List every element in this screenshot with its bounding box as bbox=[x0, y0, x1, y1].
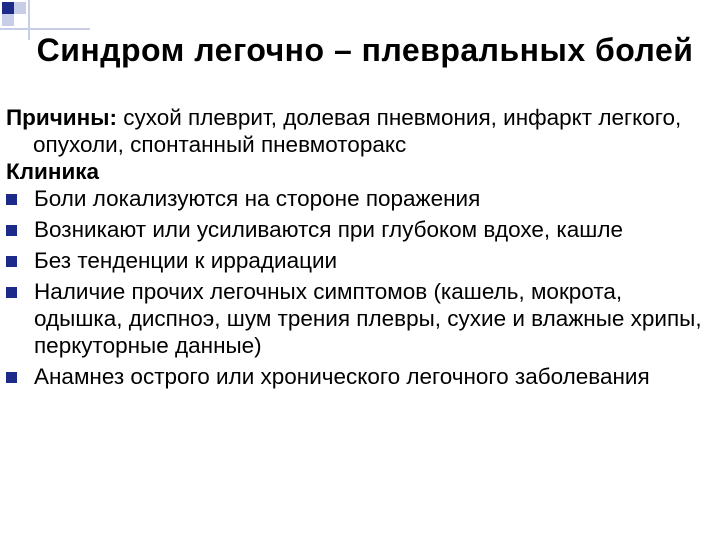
slide-title: Синдром легочно – плевральных болей bbox=[36, 32, 694, 68]
square-bullet-icon bbox=[6, 372, 17, 383]
square-bullet-icon bbox=[6, 225, 17, 236]
list-item bbox=[6, 185, 706, 212]
causes-paragraph bbox=[6, 104, 706, 158]
bullet-text: Без тенденции к иррадиации bbox=[34, 248, 338, 273]
bullet-text: Боли локализуются на стороне поражения bbox=[34, 186, 481, 211]
square-bullet-icon bbox=[6, 256, 17, 267]
causes-text: сухой плеврит, долевая пневмония, инфаркт легкого, опухоли, спонтанный пневмоторакс bbox=[33, 105, 682, 157]
bullet-text: Анамнез острого или хронического легочного заболевания bbox=[34, 364, 650, 389]
square-bullet-icon bbox=[6, 194, 17, 205]
square-bullet-icon bbox=[6, 287, 17, 298]
list-item bbox=[6, 363, 706, 390]
bullet-text: Наличие прочих легочных симптомов (кашель, мокрота, одышка, диспноэ, шум трения плевры, сухие и влажные хрипы, перкуторные данные) bbox=[34, 279, 702, 358]
slide-content bbox=[6, 104, 706, 394]
bullet-text: Возникают или усиливаются при глубоком вдохе, кашле bbox=[34, 217, 623, 242]
causes-label: Причины: bbox=[6, 105, 117, 130]
list-item bbox=[6, 216, 706, 243]
list-item bbox=[6, 247, 706, 274]
clinic-bullet-list bbox=[6, 185, 706, 390]
clinic-heading: Клиника bbox=[6, 159, 100, 184]
list-item bbox=[6, 278, 706, 359]
